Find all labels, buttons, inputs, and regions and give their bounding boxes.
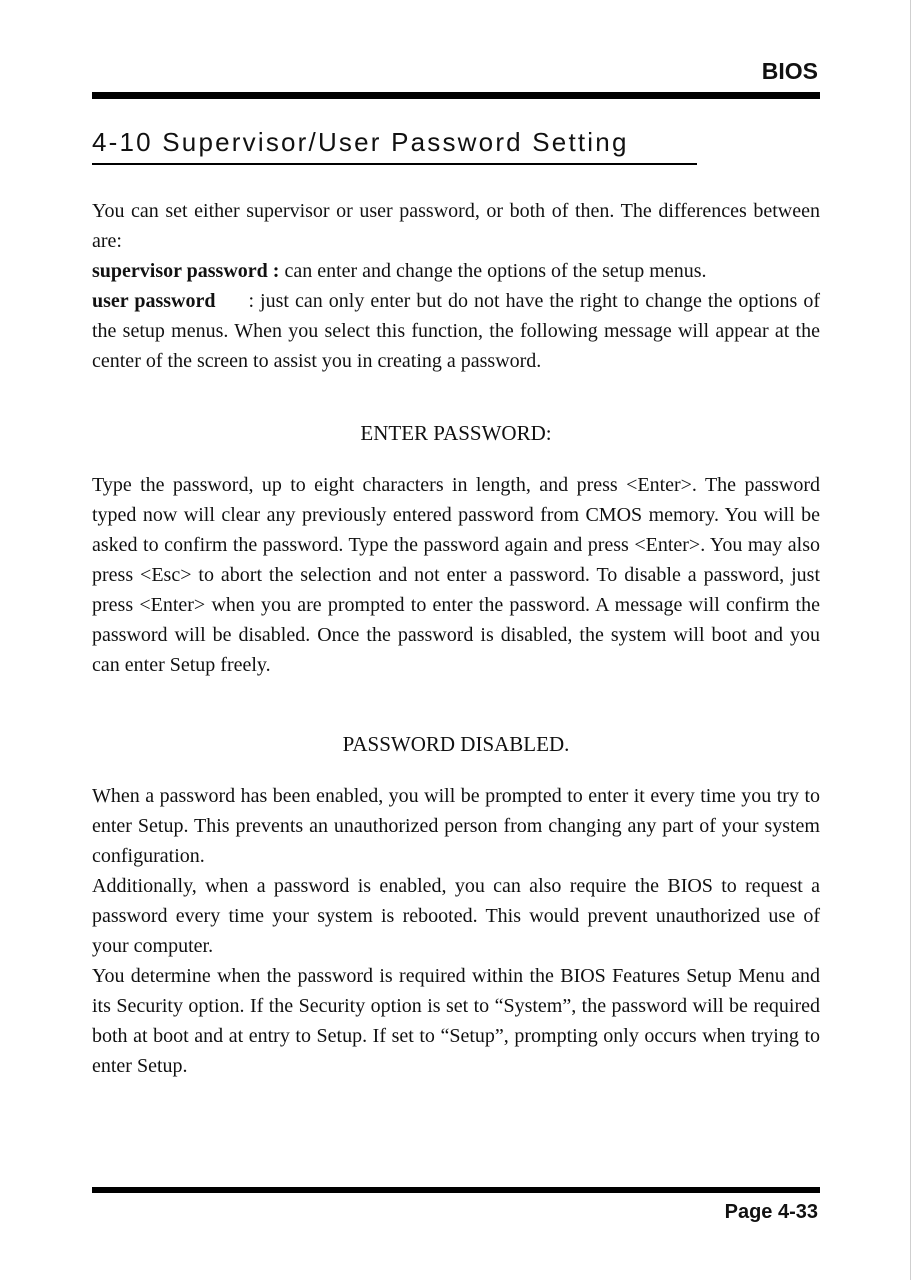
intro-block: [92, 196, 820, 376]
page-number: Page 4-33: [724, 1201, 818, 1223]
footer-rule: [92, 1187, 820, 1193]
enter-password-paragraph: Type the password, up to eight characters in length, and press <Enter>. The password typed now will clear any previously entered password from CMOS memory. You will be asked to confirm the password. Type the password again and press <Enter>. You may also press <Esc> to abort the selection and not enter a password. To disable a password, just press <Enter> when you are prompted to enter the password. A message will confirm the password will be disabled. Once the password is disabled, the system will boot and you can enter Setup freely.: [92, 474, 820, 676]
intro-paragraph: You can set either supervisor or user password, or both of then. The differences between are:: [92, 200, 820, 252]
user-definition: [92, 286, 820, 376]
user-text: : just can only enter but do not have the right to change the options of the setup menus. When you select this function, the following message will appear at the center of the screen to assist you in creating a password.: [92, 290, 820, 372]
header-label: BIOS: [761, 58, 818, 84]
supervisor-label: supervisor password :: [92, 260, 280, 282]
section-title: 4-10 Supervisor/User Password Setting: [92, 127, 629, 157]
final-paragraph-2: Additionally, when a password is enabled, you can also require the BIOS to request a password every time your system is rebooted. This would prevent unauthorized use of your computer.: [92, 875, 820, 957]
header-rule: [92, 92, 820, 99]
supervisor-text: can enter and change the options of the setup menus.: [279, 260, 707, 282]
user-label: user password: [92, 290, 216, 312]
final-block: [92, 781, 820, 1081]
title-underline: [92, 163, 697, 165]
supervisor-definition: [92, 256, 820, 286]
final-paragraph-1: When a password has been enabled, you will be prompted to enter it every time you try to enter Setup. This prevents an unauthorized person from changing any part of your system configuration.: [92, 785, 820, 867]
enter-password-prompt: ENTER PASSWORD:: [360, 421, 552, 445]
enter-password-block: [92, 470, 820, 680]
final-paragraph-3: You determine when the password is required within the BIOS Features Setup Menu and its Security option. If the Security option is set to “System”, the password will be required both at boot and at entry to Setup. If set to “Setup”, prompting only occurs when trying to enter Setup.: [92, 965, 820, 1077]
password-disabled-prompt: PASSWORD DISABLED.: [342, 732, 570, 756]
